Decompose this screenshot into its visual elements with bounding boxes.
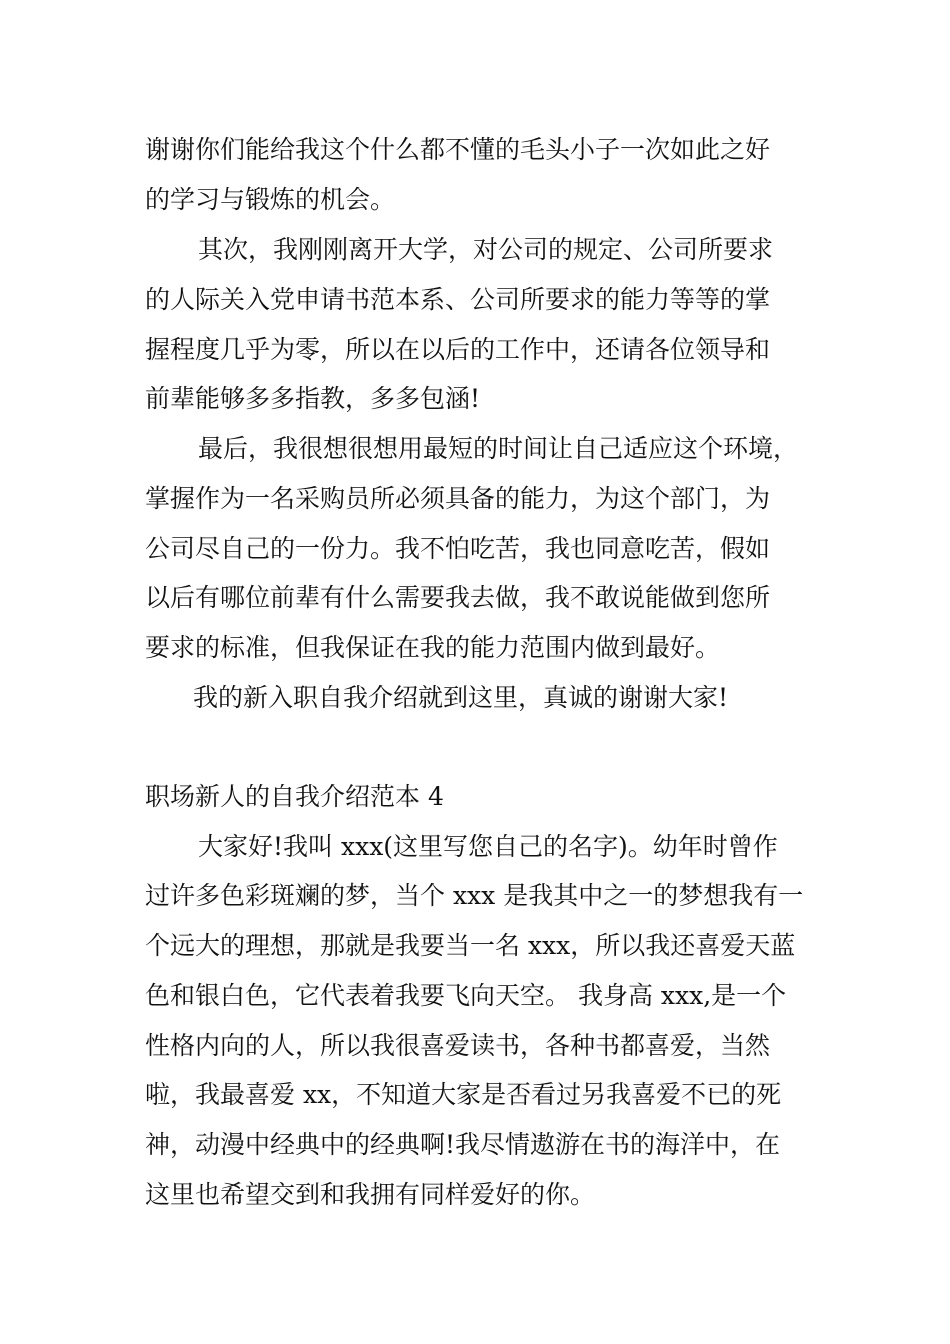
paragraph-line: 这里也希望交到和我拥有同样爱好的你。 xyxy=(145,1180,596,1209)
paragraph-line: 最后，我很想很想用最短的时间让自己适应这个环境， xyxy=(198,434,799,463)
paragraph-line: 要求的标准，但我保证在我的能力范围内做到最好。 xyxy=(145,633,721,662)
closing-line: 我的新入职自我介绍就到这里，真诚的谢谢大家! xyxy=(193,683,729,712)
paragraph-line: 过许多色彩斑斓的梦，当个 xxx 是我其中之一的梦想我有一 xyxy=(145,881,804,910)
paragraph-line: 的人际关入党申请书范本系、公司所要求的能力等等的掌 xyxy=(145,285,771,314)
paragraph-line: 啦，我最喜爱 xx，不知道大家是否看过另我喜爱不已的死 xyxy=(145,1080,782,1109)
paragraph-line: 个远大的理想，那就是我要当一名 xxx，所以我还喜爱天蓝 xyxy=(145,931,796,960)
paragraph-line: 其次，我刚刚离开大学，对公司的规定、公司所要求 xyxy=(198,235,774,264)
section-title: 职场新人的自我介绍范本 4 xyxy=(145,782,444,811)
paragraph-line: 的学习与锻炼的机会。 xyxy=(145,185,396,214)
paragraph-line: 以后有哪位前辈有什么需要我去做，我不敢说能做到您所 xyxy=(145,583,771,612)
paragraph-line: 前辈能够多多指教，多多包涵! xyxy=(145,384,481,413)
paragraph-line: 色和银白色，它代表着我要飞向天空。 我身高 xxx,是一个 xyxy=(145,981,787,1010)
paragraph-line: 掌握作为一名采购员所必须具备的能力，为这个部门，为 xyxy=(145,484,771,513)
paragraph-line: 神，动漫中经典中的经典啊!我尽情遨游在书的海洋中，在 xyxy=(145,1130,781,1159)
paragraph-line: 谢谢你们能给我这个什么都不懂的毛头小子一次如此之好 xyxy=(145,135,771,164)
paragraph-line: 大家好!我叫 xxx(这里写您自己的名字)。幼年时曾作 xyxy=(198,832,778,861)
paragraph-line: 握程度几乎为零，所以在以后的工作中，还请各位领导和 xyxy=(145,335,771,364)
paragraph-line: 性格内向的人，所以我很喜爱读书，各种书都喜爱，当然 xyxy=(145,1031,771,1060)
paragraph-line: 公司尽自己的一份力。我不怕吃苦，我也同意吃苦，假如 xyxy=(145,534,771,563)
